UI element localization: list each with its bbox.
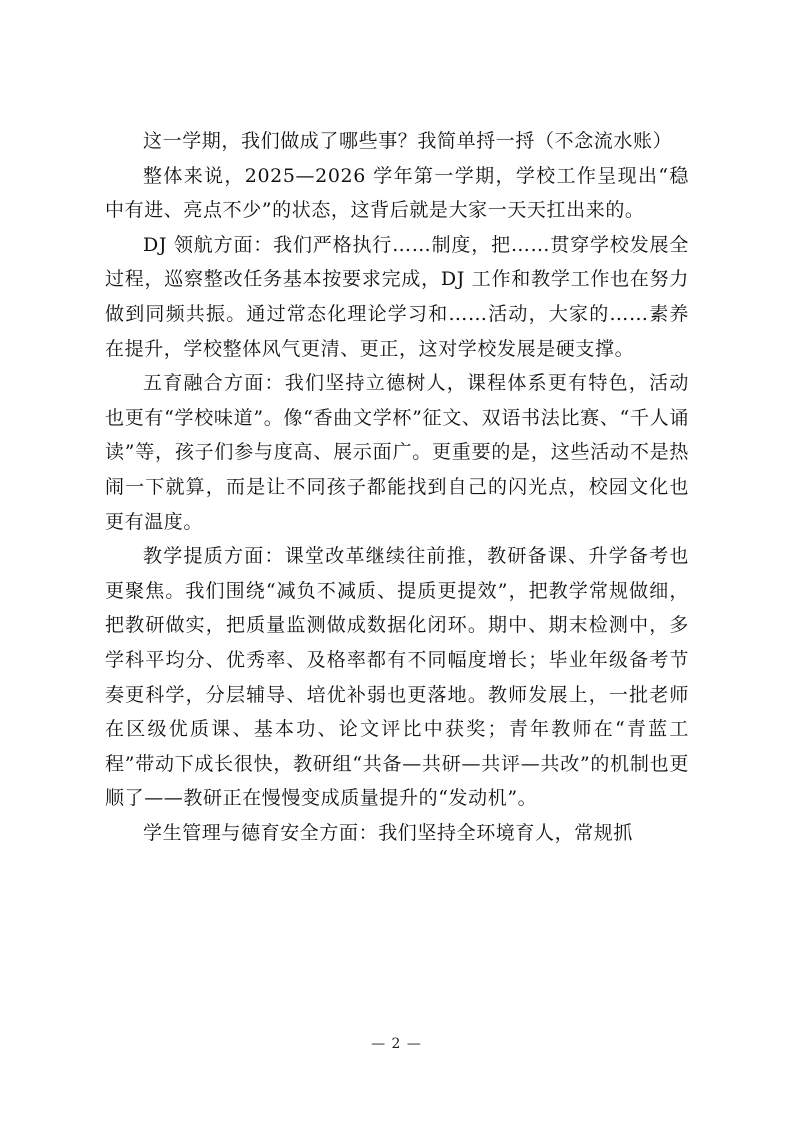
paragraph-overall: 整体来说，2025—2026 学年第一学期，学校工作呈现出“稳中有进、亮点不少”的状态，这背后就是大家一天天扛出来的。 — [105, 164, 689, 222]
paragraph-summary-intro: 这一学期，我们做成了哪些事？我简单捋一捋（不念流水账） — [143, 130, 673, 152]
paragraph-student-management: 学生管理与德育安全方面：我们坚持全环境育人，常规抓 — [143, 821, 634, 844]
paragraph-five-education: 五育融合方面：我们坚持立德树人，课程体系更有特色，活动也更有“学校味道”。像“香曲文学杯”征文、双语书法比赛、“千人诵读”等，孩子们参与度高、展示面广。更重要的是，这些活动不是热闹一下就算，而是让不同孩子都能找到自己的闪光点，校园文化也更有温度。 — [105, 372, 689, 533]
paragraph-party-leadership: DJ 领航方面：我们严格执行……制度，把……贯穿学校发展全过程，巡察整改任务基本按要求完成，DJ 工作和教学工作也在努力做到同频共振。通过常态化理论学习和……活动，大家的……素养在提升，学校整体风气更清、更正，这对学校发展是硬支撑。 — [105, 233, 689, 360]
page-number: — 2 — — [371, 1036, 422, 1052]
document-body — [105, 124, 689, 850]
paragraph-teaching-quality: 教学提质方面：课堂改革继续往前推，教研备课、升学备考也更聚焦。我们围绕“减负不减质、提质更提效”，把教学常规做细，把教研做实，把质量监测做成数据化闭环。期中、期末检测中，多学科平均分、优秀率、及格率都有不同幅度增长；毕业年级备考节奏更科学，分层辅导、培优补弱也更落地。教师发展上，一批老师在区级优质课、基本功、论文评比中获奖；青年教师在“青蓝工程”带动下成长很快，教研组“共备—共研—共评—共改”的机制也更顺了——教研正在慢慢变成质量提升的“发动机”。 — [105, 545, 689, 810]
